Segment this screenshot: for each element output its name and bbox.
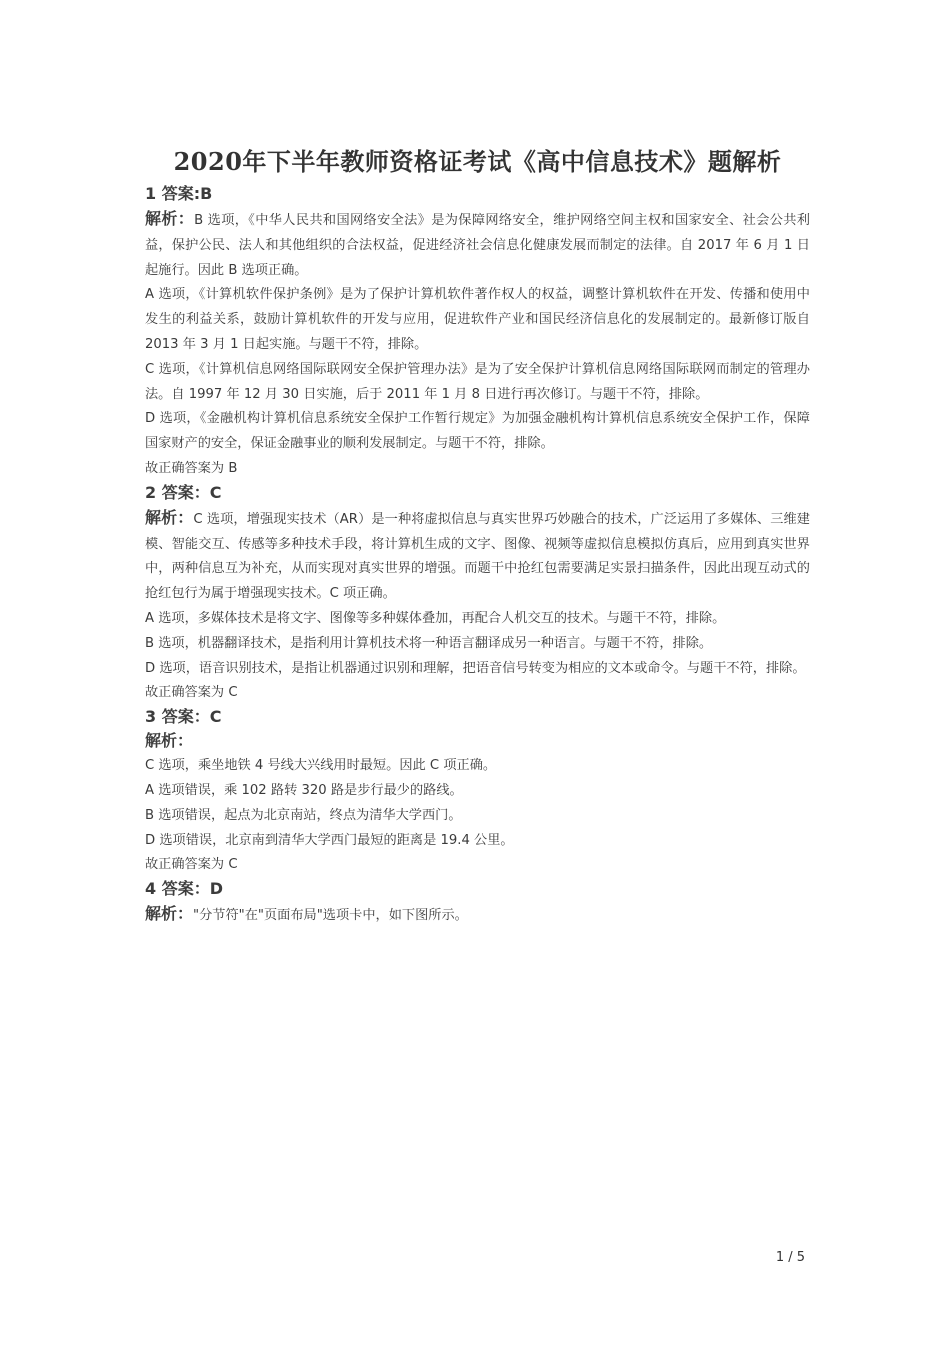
answer-heading: 1 答案:B [145, 184, 213, 203]
correct-answer-line: 故正确答案为 C [145, 685, 238, 701]
document-body [145, 142, 810, 929]
analysis-label: 解析： [145, 904, 194, 924]
option-paragraph: A 选项，多媒体技术是将文字、图像等多种媒体叠加，再配合人机交互的技术。与题干不符，排除。 [145, 610, 726, 626]
question-section [145, 183, 810, 482]
option-paragraph: A 选项，《计算机软件保护条例》是为了保护计算机软件著作权人的权益，调整计算机软件在开发、传播和使用中发生的利益关系，鼓励计算机软件的开发与应用，促进软件产业和国民经济信息化的发展制定的。最新修订版自 2013 年 3 月 1 日起实施。与题干不符，排除。 [145, 287, 810, 352]
question-section [145, 706, 810, 878]
option-paragraph: A 选项错误，乘 102 路转 320 路是步行最少的路线。 [145, 782, 463, 798]
correct-answer-line: 故正确答案为 C [145, 857, 238, 873]
option-paragraph: D 选项错误，北京南到清华大学西门最短的距离是 19.4 公里。 [145, 832, 514, 848]
correct-answer-line: 故正确答案为 B [145, 460, 238, 476]
option-paragraph: C 选项，乘坐地铁 4 号线大兴线用时最短。因此 C 项正确。 [145, 758, 497, 774]
answer-heading: 3 答案：C [145, 707, 222, 727]
analysis-label: 解析： [145, 507, 194, 527]
option-paragraph: C 选项，《计算机信息网络国际联网安全保护管理办法》是为了安全保护计算机信息网络国际联网而制定的管理办法。自 1997 年 12 月 30 日实施，后于 2011 年 1 月 8 日进行再次修订。与题干不符，排除。 [145, 361, 810, 402]
analysis-paragraph [145, 207, 810, 283]
analysis-paragraph [145, 902, 810, 929]
option-paragraph: D 选项，《金融机构计算机信息系统安全保护工作暂行规定》为加强金融机构计算机信息系统安全保护工作，保障国家财产的安全，保证金融事业的顺利发展制定。与题干不符，排除。 [145, 411, 810, 452]
analysis-paragraph [145, 506, 810, 607]
analysis-label: 解析： [145, 731, 194, 751]
page-number: 1 / 5 [775, 1250, 805, 1265]
analysis-text: "分节符"在"页面布局"选项卡中，如下图所示。 [193, 908, 468, 924]
analysis-text: B 选项，《中华人民共和国网络安全法》是为保障网络安全，维护网络空间主权和国家安全、社会公共利益，保护公民、法人和其他组织的合法权益，促进经济社会信息化健康发展而制定的法律。自 2017 年 6 月 1 日起施行。因此 B 选项正确。 [145, 213, 810, 278]
question-section [145, 482, 810, 706]
option-paragraph: B 选项，机器翻译技术，是指利用计算机技术将一种语言翻译成另一种语言。与题干不符，排除。 [145, 635, 713, 651]
analysis-label: 解析： [145, 209, 195, 228]
option-paragraph: B 选项错误，起点为北京南站，终点为清华大学西门。 [145, 807, 462, 823]
answer-heading: 4 答案：D [145, 879, 223, 899]
answer-heading: 2 答案：C [145, 482, 222, 502]
option-paragraph: D 选项，语音识别技术，是指让机器通过识别和理解，把语音信号转变为相应的文本或命令。与题干不符，排除。 [145, 660, 806, 676]
document-title: 2020年下半年教师资格证考试《高中信息技术》题解析 [173, 147, 782, 176]
question-section [145, 878, 810, 929]
analysis-text: C 选项，增强现实技术（AR）是一种将虚拟信息与真实世界巧妙融合的技术，广泛运用了多媒体、三维建模、智能交互、传感等多种技术手段，将计算机生成的文字、图像、视频等虚拟信息模拟仿真后，应用到真实世界中，两种信息互为补充，从而实现对真实世界的增强。而题干中抢红包需要满足实景扫描条件，因此出现互动式的抢红包行为属于增强现实技术。C 项正确。 [145, 511, 810, 602]
